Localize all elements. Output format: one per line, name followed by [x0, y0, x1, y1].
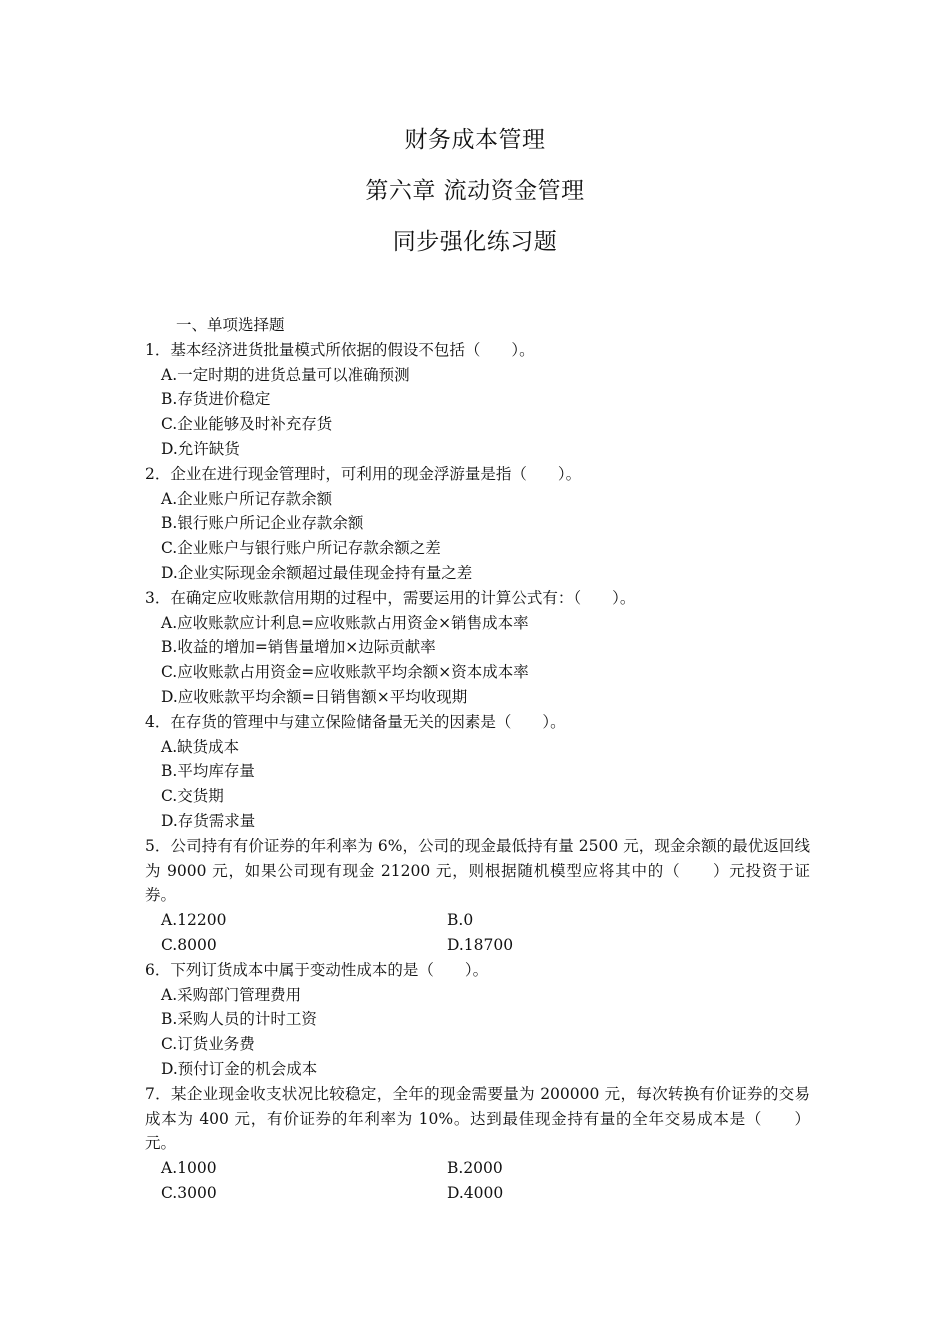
chapter-title: 第六章 流动资金管理 [365, 178, 585, 204]
option-d: D.4000 [447, 1183, 504, 1202]
section-heading: 一、单项选择题 [176, 316, 285, 334]
question-5 [145, 834, 810, 958]
question-6 [145, 958, 810, 1082]
option-c: C.8000 [161, 935, 217, 954]
option-d: D.存货需求量 [161, 811, 256, 830]
option-a: A.12200 [161, 911, 227, 930]
option-a: A.1000 [161, 1159, 217, 1178]
question-1 [145, 338, 810, 462]
question-list [145, 313, 810, 1206]
option-c: C.企业账户与银行账户所记存款余额之差 [161, 539, 441, 558]
option-row [145, 1181, 810, 1206]
option-b: B.收益的增加=销售量增加×边际贡献率 [161, 638, 436, 657]
option-c: C.交货期 [161, 787, 224, 806]
option-a: A.缺货成本 [161, 737, 240, 756]
exercise-title: 同步强化练习题 [392, 229, 558, 255]
option-a: A.应收账款应计利息=应收账款占用资金×销售成本率 [161, 613, 529, 632]
question-text: 6．下列订货成本中属于变动性成本的是（ ）。 [145, 960, 489, 979]
question-3 [145, 586, 810, 710]
question-text: 4．在存货的管理中与建立保险储备量无关的因素是（ ）。 [145, 712, 566, 731]
question-text: 5．公司持有有价证券的年利率为 6%，公司的现金最低持有量 2500 元，现金余额的最优返回线为 9000 元，如果公司现有现金 21200 元，则根据随机模型应将其中的（ ）元投资于证券。 [145, 836, 810, 905]
option-c: C.企业能够及时补充存货 [161, 415, 333, 434]
question-text: 1．基本经济进货批量模式所依据的假设不包括（ ）。 [145, 340, 535, 359]
title-block [0, 115, 950, 268]
option-d: D.企业实际现金余额超过最佳现金持有量之差 [161, 563, 473, 582]
question-text: 7．某企业现金收支状况比较稳定，全年的现金需要量为 200000 元，每次转换有价证券的交易成本为 400 元，有价证券的年利率为 10%。达到最佳现金持有量的全年交易成本是（ ）元。 [145, 1084, 810, 1153]
option-d: D.预付订金的机会成本 [161, 1059, 318, 1078]
question-2 [145, 462, 810, 586]
option-b: B.0 [447, 911, 474, 930]
option-b: B.采购人员的计时工资 [161, 1010, 317, 1029]
question-7 [145, 1082, 810, 1206]
option-b: B.银行账户所记企业存款余额 [161, 514, 364, 533]
course-title: 财务成本管理 [404, 127, 546, 153]
option-row [145, 908, 810, 933]
option-a: A.采购部门管理费用 [161, 985, 302, 1004]
option-c: C.订货业务费 [161, 1035, 255, 1054]
option-b: B.2000 [447, 1159, 503, 1178]
option-d: D.允许缺货 [161, 439, 240, 458]
option-c: C.应收账款占用资金=应收账款平均余额×资本成本率 [161, 663, 529, 682]
option-d: D.18700 [447, 935, 514, 954]
question-4 [145, 710, 810, 834]
option-b: B.平均库存量 [161, 762, 255, 781]
question-text: 2．企业在进行现金管理时，可利用的现金浮游量是指（ ）。 [145, 464, 582, 483]
option-row [145, 1156, 810, 1181]
option-b: B.存货进价稳定 [161, 390, 271, 409]
option-d: D.应收账款平均余额=日销售额×平均收现期 [161, 687, 468, 706]
option-a: A.一定时期的进货总量可以准确预测 [161, 365, 410, 384]
option-a: A.企业账户所记存款余额 [161, 489, 333, 508]
option-c: C.3000 [161, 1183, 217, 1202]
option-row [145, 933, 810, 958]
question-text: 3．在确定应收账款信用期的过程中，需要运用的计算公式有：（ ）。 [145, 588, 636, 607]
